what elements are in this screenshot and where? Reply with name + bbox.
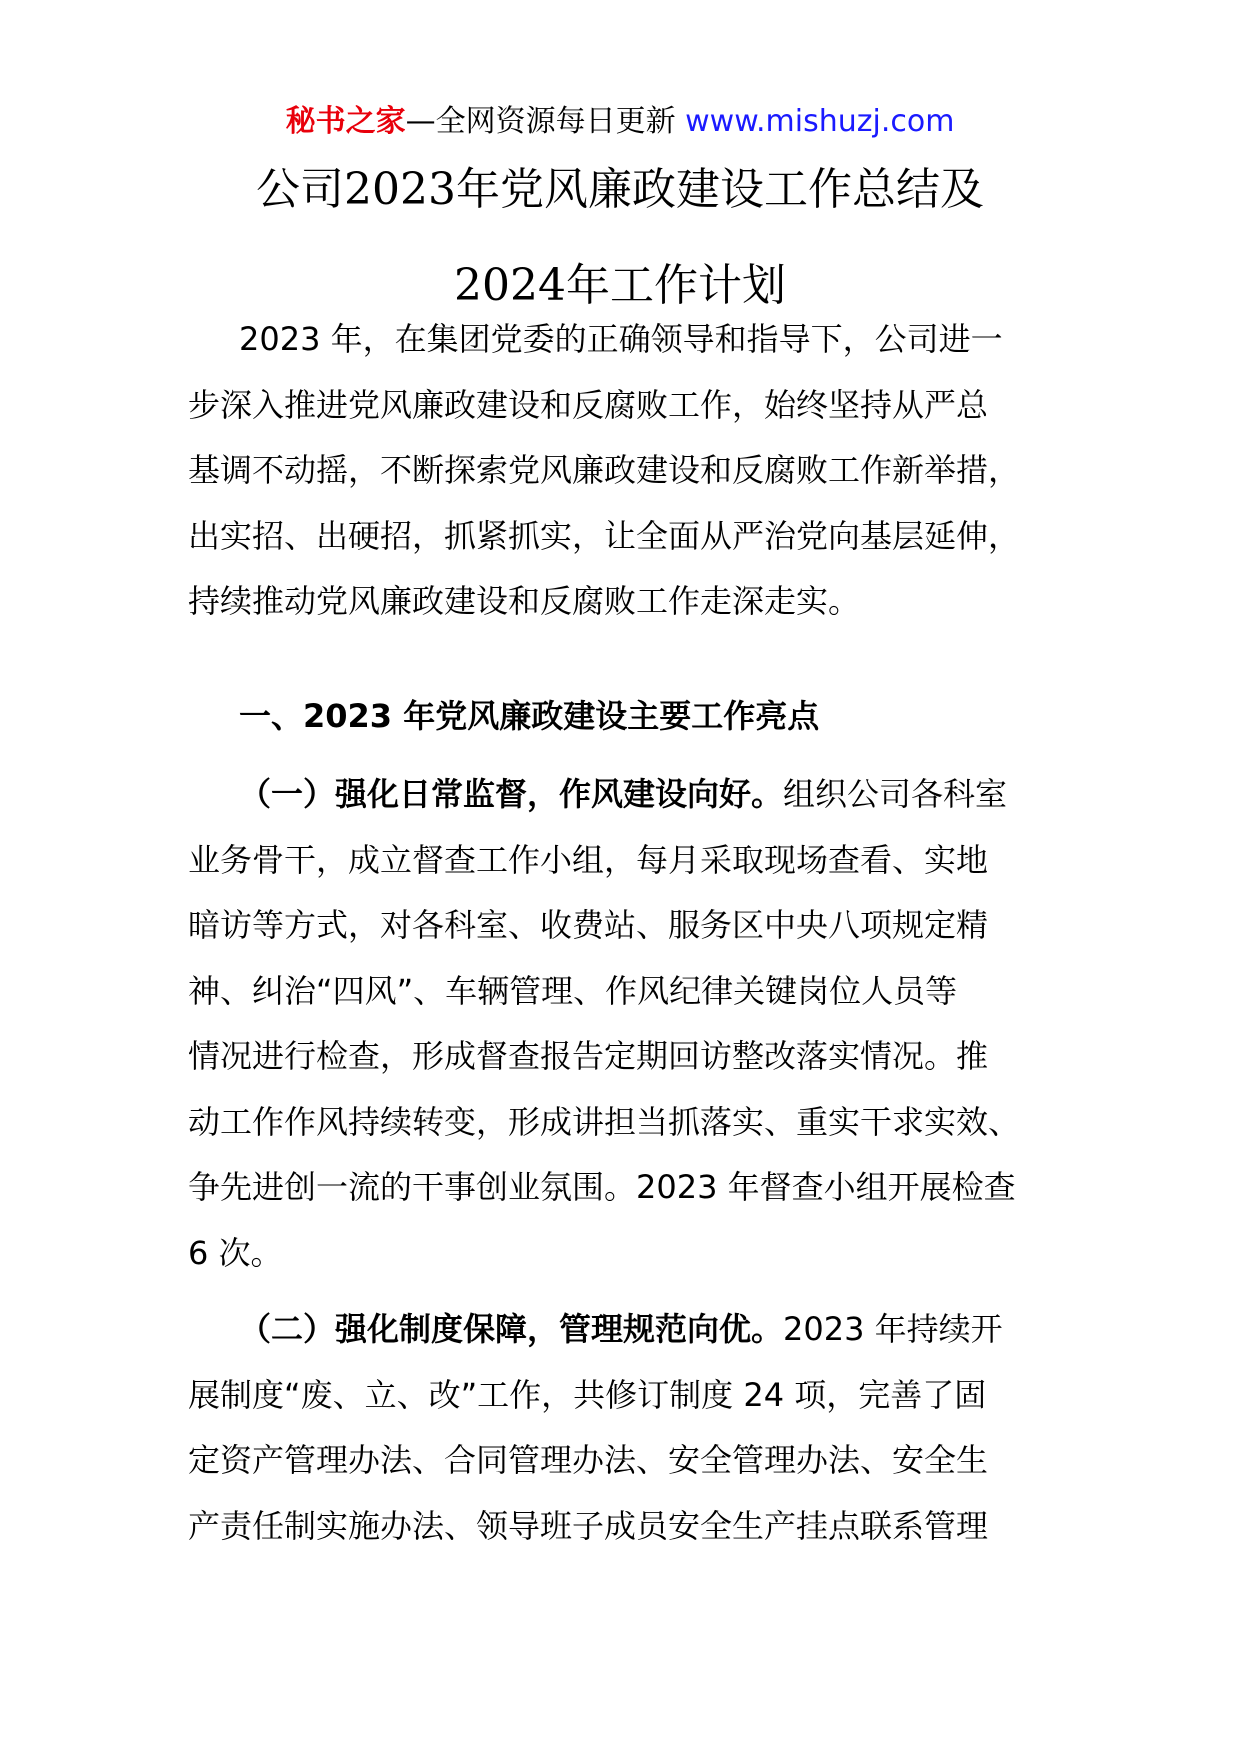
paragraph-line: 动工作作风持续转变，形成讲担当抓落实、重实干求实效、 [188, 1102, 1021, 1141]
item-lead-rest: 2023 年持续开 [783, 1310, 1003, 1348]
paragraph-line: 6 次。 [188, 1233, 283, 1272]
paragraph-line: 出实招、出硬招，抓紧抓实，让全面从严治党向基层延伸， [188, 516, 1021, 555]
banner-tagline: —全网资源每日更新 [405, 104, 686, 139]
paragraph-line [188, 762, 1068, 828]
item-lead-bold: （二）强化制度保障，管理规范向优。 [239, 1310, 784, 1348]
item-lead-bold: （一）强化日常监督，作风建设向好。 [239, 775, 784, 813]
paragraph-line: 业务骨干，成立督查工作小组，每月采取现场查看、实地 [188, 840, 989, 879]
section-heading-text: 一、2023 年党风廉政建设主要工作亮点 [239, 697, 820, 735]
site-banner [0, 102, 1240, 142]
paragraph-line: 争先进创一流的干事创业氛围。2023 年督查小组开展检查 [188, 1168, 1016, 1206]
paragraph-line: 展制度“废、立、改”工作，共修订制度 24 项，完善了固 [188, 1375, 987, 1414]
title-text: 公司 [256, 164, 344, 215]
document-title-line-1 [0, 160, 1240, 220]
intro-paragraph [188, 307, 1068, 635]
item1-paragraph [188, 762, 1068, 1286]
paragraph-line: 步深入推进党风廉政建设和反腐败工作，始终坚持从严总 [188, 385, 989, 424]
site-url[interactable]: www.mishuzj.com [685, 104, 955, 139]
paragraph-line: 暗访等方式，对各科室、收费站、服务区中央八项规定精 [188, 906, 989, 944]
paragraph-line: 产责任制实施办法、领导班子成员安全生产挂点联系管理 [188, 1506, 989, 1545]
paragraph-line: 持续推动党风廉政建设和反腐败工作走深走实。 [188, 582, 861, 620]
paragraph-line: 神、纠治“四风”、车辆管理、作风纪律关键岗位人员等 [188, 971, 958, 1010]
brand-name: 秘书之家 [285, 104, 406, 139]
title-text: 年工作计划 [565, 260, 786, 311]
paragraph-line: 定资产管理办法、合同管理办法、安全管理办法、安全生 [188, 1441, 989, 1479]
title-year: 2023 [344, 164, 456, 215]
paragraph-line [188, 1297, 1068, 1363]
item-lead-rest: 组织公司各科室 [783, 775, 1008, 813]
section-heading [188, 684, 1068, 750]
paragraph-line: 情况进行检查，形成督查报告定期回访整改落实情况。推 [188, 1037, 989, 1075]
paragraph-line: 2023 年，在集团党委的正确领导和指导下，公司进一 [239, 320, 1003, 358]
paragraph-line: 基调不动摇，不断探索党风廉政建设和反腐败工作新举措， [188, 451, 1021, 489]
title-year: 2024 [454, 260, 566, 311]
item2-paragraph [188, 1297, 1068, 1559]
title-text: 年党风廉政建设工作总结及 [455, 164, 984, 215]
